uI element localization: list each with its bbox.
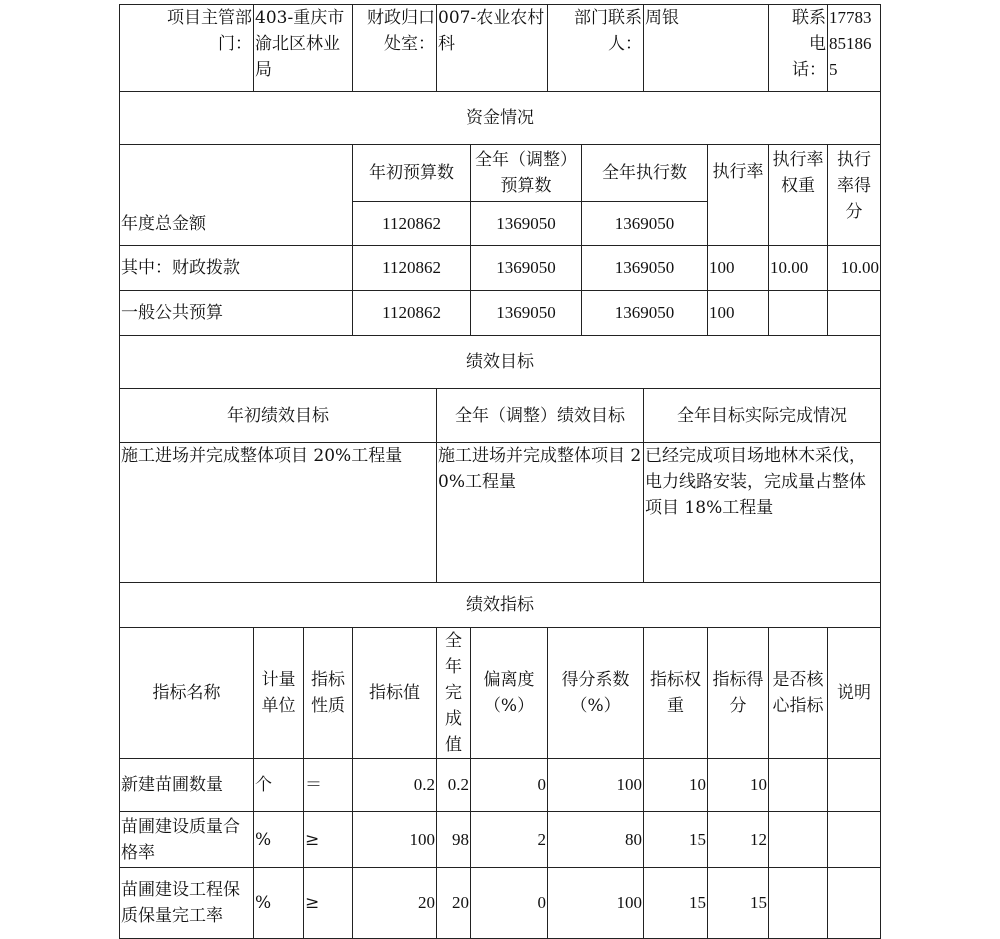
goals-adjusted: 施工进场并完成整体项目 20%工程量: [437, 443, 644, 583]
ind-deviation: 2: [471, 812, 548, 868]
funds-weight: 10.00: [769, 246, 828, 291]
funds-score: 10.00: [828, 246, 881, 291]
ind-coef: 100: [548, 759, 644, 812]
goals-col-initial: 年初绩效目标: [120, 389, 437, 443]
ind-note: [828, 812, 881, 868]
funds-adjusted: 1369050: [471, 246, 582, 291]
ind-value: 100: [353, 812, 437, 868]
ind-completed: 0.2: [437, 759, 471, 812]
ind-score: 10: [708, 759, 769, 812]
funds-total-initial: 1120862: [353, 202, 471, 246]
ind-score: 15: [708, 868, 769, 939]
funds-row-fiscal: [120, 246, 881, 291]
ind-coef: 80: [548, 812, 644, 868]
ind-col-name: 指标名称: [120, 628, 254, 759]
ind-coef: 100: [548, 868, 644, 939]
ind-col-value: 指标值: [353, 628, 437, 759]
ind-nature: ≥: [304, 812, 353, 868]
phone-value: 17783851865: [828, 5, 881, 92]
funds-col-executed: 全年执行数: [582, 145, 708, 202]
performance-table: [119, 4, 881, 939]
funds-col-score: 执行率得分: [828, 145, 881, 246]
ind-deviation: 0: [471, 759, 548, 812]
funds-col-rate: 执行率: [708, 145, 769, 246]
funds-row-general: [120, 291, 881, 336]
contact-label: 部门联系人：: [548, 5, 644, 92]
ind-note: [828, 759, 881, 812]
ind-col-note: 说明: [828, 628, 881, 759]
ind-note: [828, 868, 881, 939]
table-row: [120, 812, 881, 868]
ind-name: 新建苗圃数量: [120, 759, 254, 812]
goals-col-actual: 全年目标实际完成情况: [644, 389, 881, 443]
table-row: [120, 759, 881, 812]
indicators-header-row: [120, 628, 881, 759]
ind-nature: ≥: [304, 868, 353, 939]
goals-actual: 已经完成项目场地林木采伐，电力线路安装，完成量占整体项目 18%工程量: [644, 443, 881, 583]
funds-weight: [769, 291, 828, 336]
funds-col-initial: 年初预算数: [353, 145, 471, 202]
funds-row-label: 其中：财政拨款: [120, 246, 353, 291]
dept-label: 项目主管部门：: [120, 5, 254, 92]
ind-col-coef: 得分系数（%）: [548, 628, 644, 759]
funds-executed: 1369050: [582, 291, 708, 336]
contact-value: 周银: [644, 5, 769, 92]
funds-score: [828, 291, 881, 336]
ind-completed: 98: [437, 812, 471, 868]
ind-col-nature: 指标性质: [304, 628, 353, 759]
ind-core: [769, 868, 828, 939]
goals-initial: 施工进场并完成整体项目 20%工程量: [120, 443, 437, 583]
ind-col-weight: 指标权重: [644, 628, 708, 759]
funds-col-weight: 执行率权重: [769, 145, 828, 246]
goals-section-title: 绩效目标: [120, 336, 881, 389]
ind-core: [769, 759, 828, 812]
funds-section-title: 资金情况: [120, 92, 881, 145]
funds-initial: 1120862: [353, 246, 471, 291]
ind-weight: 10: [644, 759, 708, 812]
ind-col-score: 指标得分: [708, 628, 769, 759]
goals-col-adjusted: 全年（调整）绩效目标: [437, 389, 644, 443]
funds-rate: 100: [708, 291, 769, 336]
table-row: [120, 868, 881, 939]
ind-value: 20: [353, 868, 437, 939]
ind-weight: 15: [644, 812, 708, 868]
ind-unit: 个: [254, 759, 304, 812]
header-row: [120, 5, 881, 92]
finance-value: 007-农业农村科: [437, 5, 548, 92]
ind-weight: 15: [644, 868, 708, 939]
funds-total-adjusted: 1369050: [471, 202, 582, 246]
funds-col-adjusted: 全年（调整）预算数: [471, 145, 582, 202]
indicators-section-title: 绩效指标: [120, 583, 881, 628]
ind-name: 苗圃建设质量合格率: [120, 812, 254, 868]
funds-total-executed: 1369050: [582, 202, 708, 246]
ind-col-core: 是否核心指标: [769, 628, 828, 759]
ind-score: 12: [708, 812, 769, 868]
ind-nature: ＝: [304, 759, 353, 812]
dept-value: 403-重庆市渝北区林业局: [254, 5, 353, 92]
funds-initial: 1120862: [353, 291, 471, 336]
funds-row-label: 年度总金额: [120, 145, 353, 246]
funds-rate: 100: [708, 246, 769, 291]
ind-unit: %: [254, 868, 304, 939]
ind-core: [769, 812, 828, 868]
ind-completed: 20: [437, 868, 471, 939]
ind-col-deviation: 偏离度（%）: [471, 628, 548, 759]
funds-adjusted: 1369050: [471, 291, 582, 336]
funds-executed: 1369050: [582, 246, 708, 291]
finance-label: 财政归口处室：: [353, 5, 437, 92]
ind-col-completed: 全年完成值: [437, 628, 471, 759]
ind-value: 0.2: [353, 759, 437, 812]
ind-deviation: 0: [471, 868, 548, 939]
ind-unit: %: [254, 812, 304, 868]
ind-name: 苗圃建设工程保质保量完工率: [120, 868, 254, 939]
ind-col-unit: 计量单位: [254, 628, 304, 759]
funds-row-label: 一般公共预算: [120, 291, 353, 336]
phone-label: 联系电话：: [769, 5, 828, 92]
